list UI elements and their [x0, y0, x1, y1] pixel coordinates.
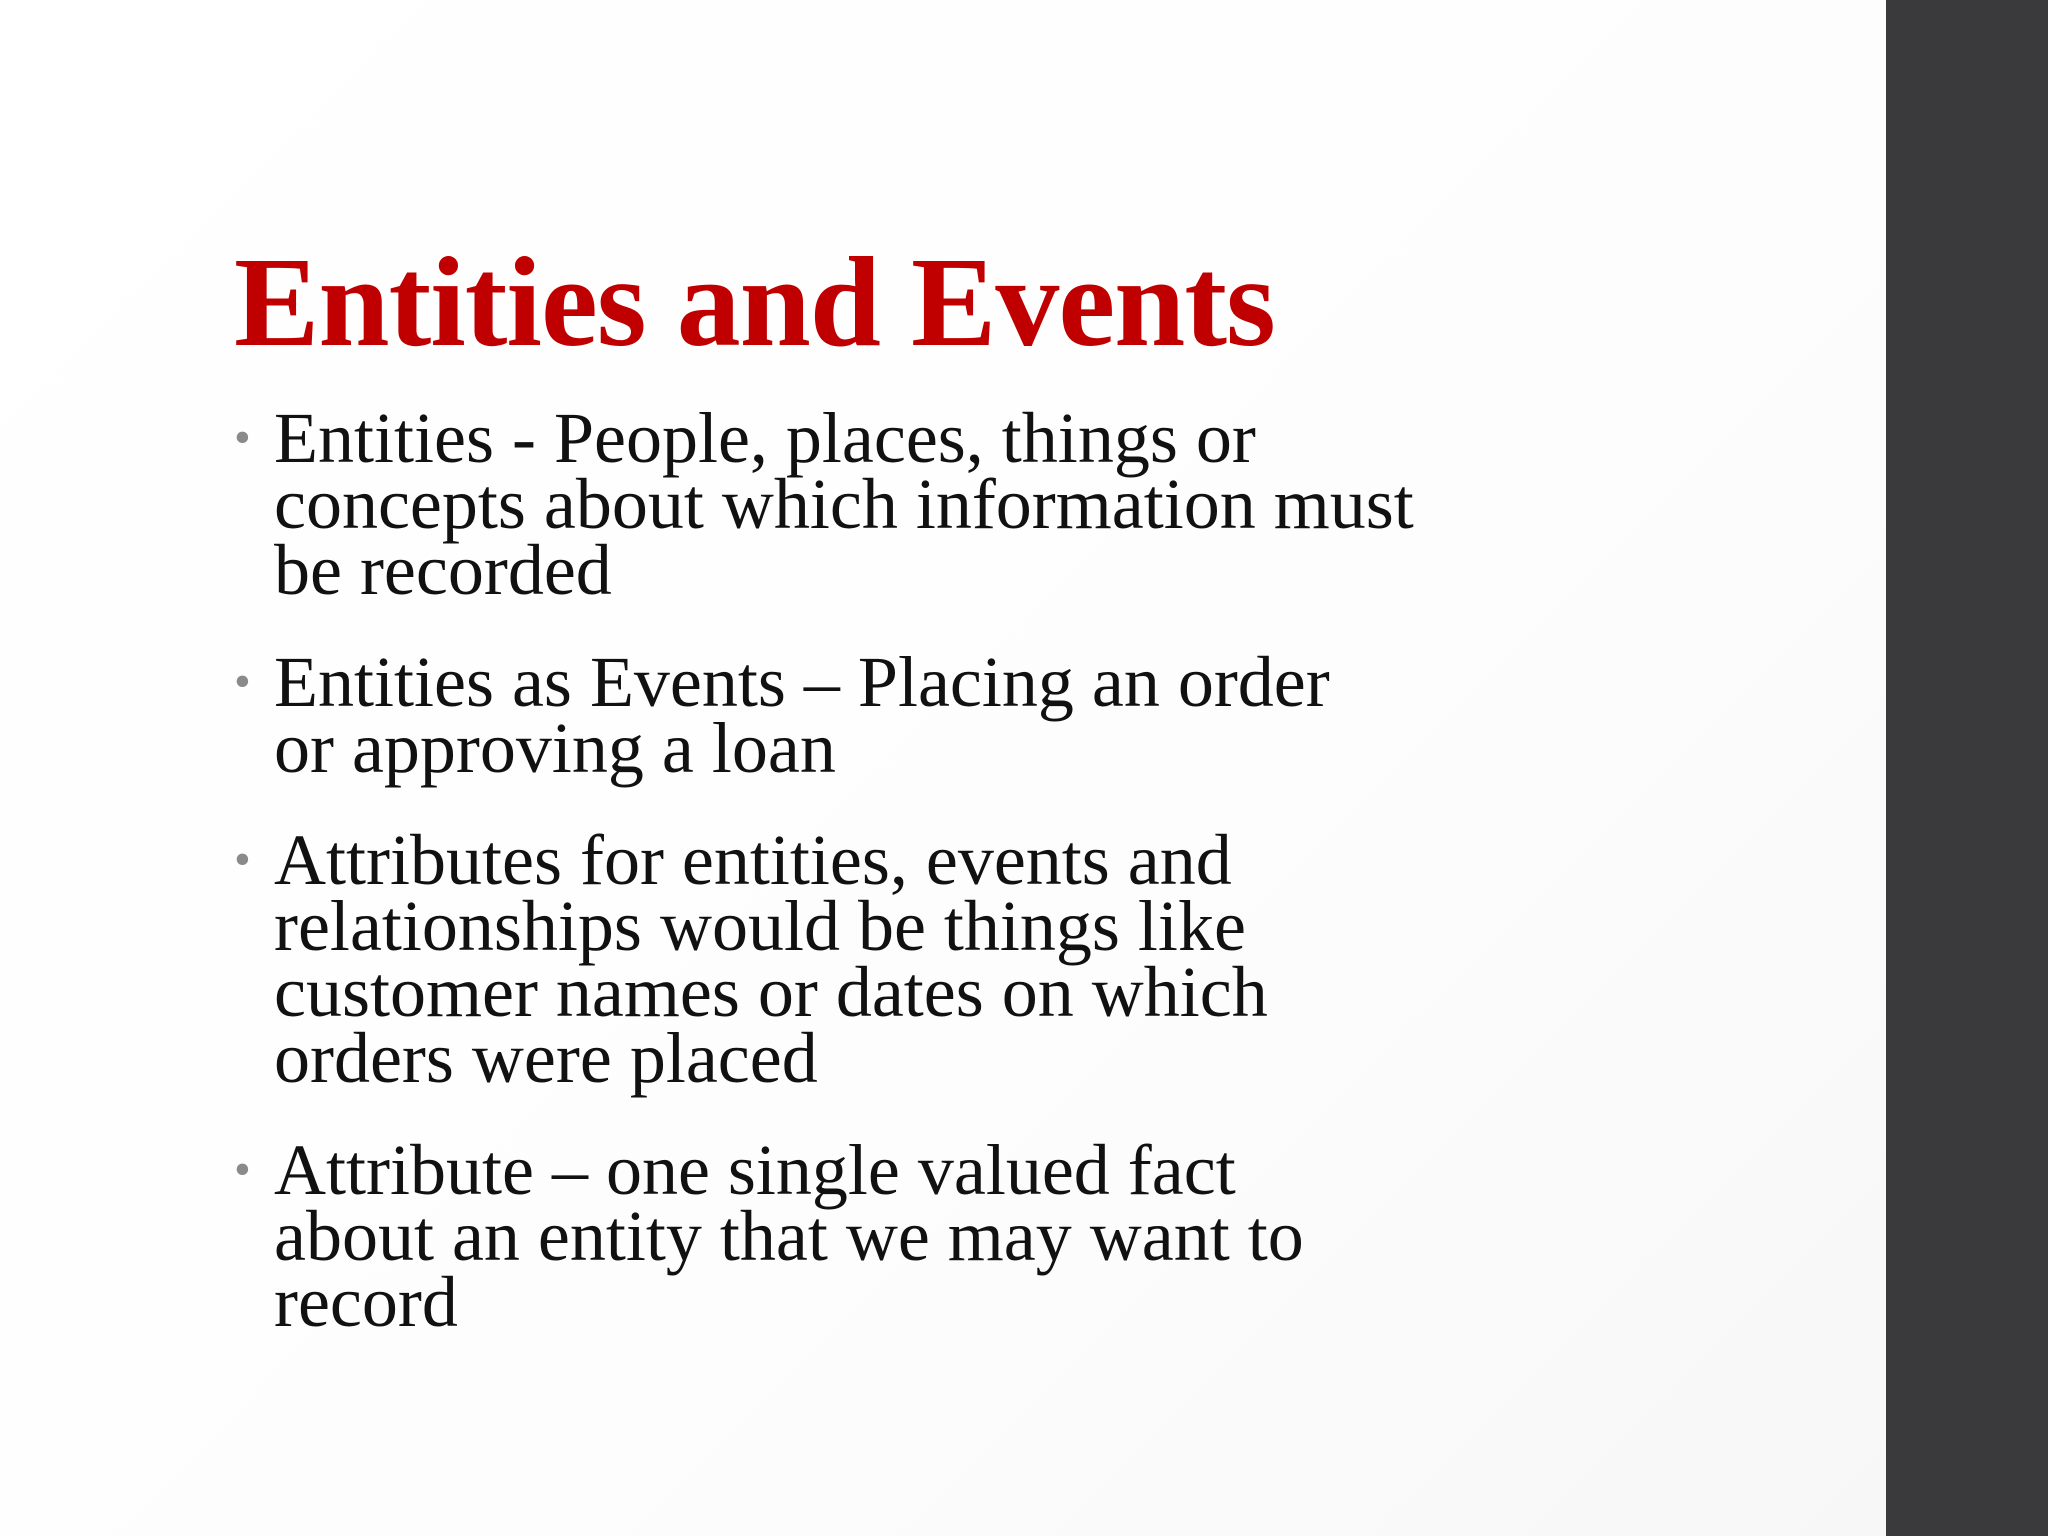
bullet-dot-icon: •	[234, 411, 251, 464]
bullet-text-line: Entities as Events – Placing an order	[274, 642, 1330, 722]
bullet-text-line: Attribute – one single valued fact	[274, 1130, 1236, 1210]
bullet-text-line: relationships would be things like	[274, 886, 1246, 966]
bullet-text-line: be recorded	[274, 530, 612, 610]
bullet-text-line: Entities - People, places, things or	[274, 398, 1256, 478]
bullet-item	[234, 398, 1674, 610]
bullet-list	[234, 398, 1674, 1381]
bullet-dot-icon: •	[234, 655, 251, 708]
slide-title: Entities and Events	[234, 231, 1275, 373]
dark-side-bar	[1886, 0, 2048, 1536]
bullet-item	[234, 642, 1674, 788]
bullet-dot-icon: •	[234, 833, 251, 886]
bullet-text-line: about an entity that we may want to	[274, 1196, 1304, 1276]
bullet-text-line: customer names or dates on which	[274, 952, 1268, 1032]
bullet-item	[234, 1130, 1674, 1342]
bullet-dot-icon: •	[234, 1143, 251, 1196]
bullet-text-line: orders were placed	[274, 1018, 818, 1098]
bullet-item	[234, 820, 1674, 1098]
bullet-text-line: or approving a loan	[274, 708, 836, 788]
bullet-text-line: concepts about which information must	[274, 464, 1414, 544]
bullet-text-line: Attributes for entities, events and	[274, 820, 1232, 900]
bullet-text-line: record	[274, 1262, 458, 1342]
